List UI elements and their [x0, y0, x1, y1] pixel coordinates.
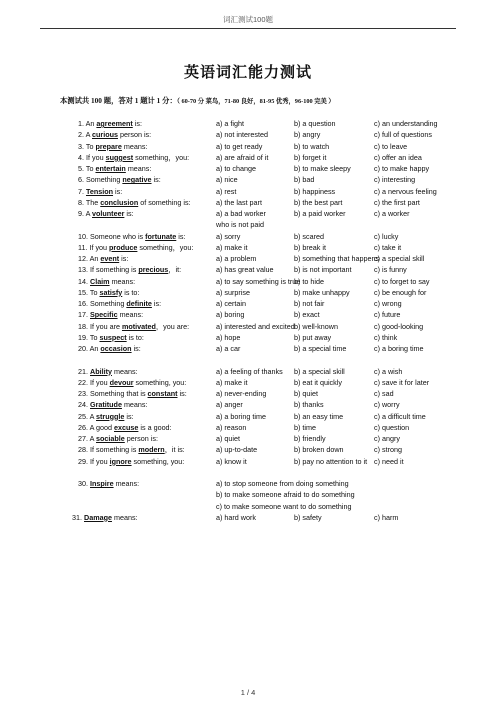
vocabulary-keyword: Specific — [90, 310, 118, 320]
question-text-before: To — [85, 141, 96, 151]
question-row — [0, 163, 496, 174]
instructions-text: 本测试共 100 题，答对 1 题计 1 分： — [60, 96, 177, 105]
option-a: a) to say something is true — [216, 276, 301, 286]
option-b: b) eat it quickly — [294, 377, 342, 387]
vocabulary-keyword: constant — [147, 389, 178, 398]
vocabulary-keyword: excuse — [114, 422, 139, 432]
question-stem — [78, 253, 128, 264]
question-row — [0, 231, 496, 242]
option-a: a) make it — [216, 377, 248, 387]
option-b: b) thanks — [294, 400, 324, 410]
question-stem — [78, 118, 142, 129]
option-b: b) time — [294, 422, 316, 432]
question-text-after: is: — [124, 411, 134, 421]
question-row — [0, 276, 496, 287]
question-text-before: An — [89, 254, 101, 263]
question-row — [0, 253, 496, 264]
question-text-before: If you are — [90, 321, 122, 331]
question-text-after: ，it: — [168, 265, 182, 275]
vocabulary-keyword: negative — [122, 175, 152, 185]
option-a: a) a boring time — [216, 411, 266, 421]
option-b: b) scared — [294, 231, 324, 241]
option-a: a) certain — [216, 299, 246, 308]
question-row — [0, 174, 496, 185]
option-a: a) has great value — [216, 265, 274, 275]
question-row — [0, 208, 496, 219]
question-text-before: A — [89, 411, 97, 421]
document-title: 英语词汇能力测试 — [183, 63, 312, 81]
question-number: 31. — [72, 512, 82, 522]
question-text-after: something, you: — [131, 456, 185, 466]
score-scale-note: （ 60-70 分 菜鸟，71-80 良好，81-95 优秀，96-100 完美 ） — [176, 98, 335, 105]
vocabulary-keyword: modern — [138, 445, 165, 455]
question-stem — [78, 433, 158, 444]
vocabulary-keyword: prepare — [95, 141, 122, 151]
question-text-after: something，you: — [133, 152, 190, 162]
question-stem — [78, 377, 186, 388]
question-stem — [78, 399, 148, 410]
question-stem — [78, 186, 122, 197]
question-text-after: means: — [121, 141, 148, 151]
option-b: b) not fair — [294, 299, 325, 308]
question-text-before: Something that is — [90, 389, 148, 398]
question-number: 24. — [78, 400, 88, 410]
question-text-before: If you — [90, 456, 110, 466]
question-text-after: is: — [151, 175, 161, 185]
question-number: 22. — [78, 377, 88, 387]
question-row — [0, 444, 496, 455]
vocabulary-keyword: Inspire — [90, 479, 114, 488]
option-c: c) to make someone want to do something — [216, 501, 352, 511]
question-number: 10. — [78, 231, 88, 241]
question-number: 13. — [78, 265, 88, 275]
option-c: c) interesting — [374, 175, 416, 185]
question-number: 28. — [78, 445, 88, 455]
question-text-before: A good — [89, 422, 114, 432]
option-b: b) make unhappy — [294, 287, 350, 297]
option-a: a) to change — [216, 164, 256, 173]
option-c: c) take it — [374, 242, 402, 252]
option-c: c) strong — [374, 445, 402, 455]
option-a: a) are afraid of it — [216, 152, 269, 162]
option-c: c) need it — [374, 456, 404, 466]
question-number: 21. — [78, 366, 88, 376]
option-a: a) the last part — [216, 197, 262, 207]
option-a: a) sorry — [216, 231, 241, 241]
question-number: 26. — [78, 422, 88, 432]
option-c: c) a special skill — [374, 254, 425, 263]
option-c: c) to forget to say — [374, 276, 430, 286]
vocabulary-keyword: suspect — [99, 332, 127, 342]
option-c: c) angry — [374, 434, 400, 443]
question-row — [0, 377, 496, 388]
vocabulary-keyword: motivated — [121, 321, 156, 331]
option-b: b) friendly — [294, 434, 326, 443]
question-number: 19. — [78, 332, 88, 342]
option-c: c) a worker — [374, 209, 410, 218]
option-c: c) a difficult time — [374, 411, 426, 421]
option-a: a) hard work — [216, 512, 256, 522]
question-number: 9. — [78, 209, 84, 218]
option-c: c) is funny — [374, 265, 407, 275]
question-stem — [78, 298, 161, 309]
question-stem — [72, 512, 138, 523]
question-text-before: An — [89, 344, 101, 353]
option-c: c) to make happy — [374, 164, 430, 173]
question-number: 5. — [78, 164, 84, 173]
question-stem — [78, 456, 184, 467]
question-text-before: If something is — [90, 265, 139, 275]
question-number: 3. — [78, 141, 84, 151]
option-a: a) to get ready — [216, 141, 263, 151]
vocabulary-keyword: agreement — [96, 119, 133, 128]
question-row — [0, 422, 496, 433]
question-text-before: Something — [90, 299, 127, 308]
option-c: c) a wish — [374, 366, 403, 376]
question-text-after: means: — [125, 164, 152, 173]
question-row — [0, 186, 496, 197]
option-b: b) a paid worker — [294, 209, 346, 218]
question-text-after: is a good: — [138, 422, 172, 432]
question-row — [0, 343, 496, 354]
question-stem — [78, 366, 138, 377]
option-c: c) wrong — [374, 299, 402, 308]
option-b: b) happiness — [294, 186, 336, 196]
question-text-after: is to: — [122, 287, 140, 297]
question-stem — [78, 231, 185, 242]
question-text-before: Someone who is — [90, 231, 146, 241]
option-c: c) harm — [374, 512, 399, 522]
question-text-after: is: — [151, 299, 162, 308]
header-divider — [40, 28, 456, 29]
question-text-after: is: — [124, 209, 134, 218]
question-text-before: An — [85, 119, 97, 128]
option-c: c) a boring time — [374, 344, 424, 353]
option-a: a) anger — [216, 400, 243, 410]
question-text-before: Something — [86, 175, 123, 185]
option-c: c) the first part — [374, 197, 420, 207]
option-a: a) know it — [216, 456, 247, 466]
question-row — [0, 118, 496, 129]
option-a: a) quiet — [216, 434, 240, 443]
question-stem — [78, 163, 151, 174]
option-c: c) be enough for — [374, 287, 427, 297]
question-text-after: of something is: — [138, 197, 191, 207]
option-b: b) to make someone afraid to do something — [216, 490, 355, 500]
question-text-before: To — [85, 164, 96, 173]
question-number: 12. — [78, 254, 88, 263]
vocabulary-keyword: curious — [92, 130, 118, 140]
question-stem — [78, 152, 189, 163]
option-c: c) offer an idea — [374, 152, 422, 162]
option-a: a) a feeling of thanks — [216, 366, 283, 376]
question-row — [0, 411, 496, 422]
option-b: b) to hide — [294, 276, 324, 286]
question-row — [0, 152, 496, 163]
question-stem — [78, 444, 185, 455]
question-stem — [78, 309, 143, 320]
option-a: a) a fight — [216, 119, 244, 128]
question-number: 6. — [78, 175, 84, 185]
option-c: c) future — [374, 310, 401, 320]
question-stem — [78, 129, 151, 140]
option-a: a) up-to-date — [216, 445, 258, 455]
question-number: 8. — [78, 197, 84, 207]
question-text-after: means: — [121, 400, 148, 410]
option-b: b) an easy time — [294, 411, 344, 421]
vocabulary-keyword: conclusion — [100, 197, 139, 207]
vocabulary-keyword: precious — [138, 265, 169, 275]
page-header — [0, 0, 496, 30]
question-stem — [78, 174, 161, 185]
question-row — [0, 478, 496, 511]
option-a: a) make it — [216, 242, 248, 252]
question-text-after: means: — [109, 276, 136, 286]
option-c: c) worry — [374, 400, 400, 410]
question-stem — [78, 208, 134, 219]
option-a: a) reason — [216, 422, 247, 432]
option-b: b) a special time — [294, 344, 347, 353]
question-row — [0, 321, 496, 332]
question-number: 4. — [78, 152, 84, 162]
option-b: b) broken down — [294, 445, 344, 455]
question-number: 25. — [78, 411, 88, 421]
question-text-after: is: — [113, 186, 123, 196]
question-text-after: person is: — [117, 130, 152, 140]
question-number: 30. — [78, 479, 88, 488]
question-stem — [78, 264, 181, 275]
question-number: 20. — [78, 344, 88, 353]
question-number: 17. — [78, 310, 88, 320]
question-text-before: The — [85, 197, 101, 207]
vocabulary-keyword: produce — [109, 242, 138, 252]
test-instructions — [60, 96, 335, 106]
running-header-title: 词汇测试100题 — [222, 15, 273, 24]
option-b: b) a question — [294, 119, 336, 128]
question-stem — [78, 141, 147, 152]
question-stem — [78, 276, 135, 287]
vocabulary-keyword: Damage — [84, 512, 112, 522]
vocabulary-keyword: ignore — [109, 456, 132, 466]
question-text-after: something，you: — [137, 242, 194, 252]
vocabulary-keyword: occasion — [100, 344, 132, 353]
question-number: 18. — [78, 321, 88, 331]
question-text-after: person is: — [124, 434, 158, 443]
question-number: 1. — [78, 119, 84, 128]
option-a: a) hope — [216, 332, 241, 342]
option-a: a) boring — [216, 310, 245, 320]
option-a: a) surprise — [216, 287, 250, 297]
option-c: c) an understanding — [374, 119, 438, 128]
question-text-after: means: — [113, 479, 140, 488]
question-row — [0, 388, 496, 399]
option-a: a) never-ending — [216, 389, 267, 398]
option-c: c) question — [374, 422, 410, 432]
vocabulary-keyword: volunteer — [92, 209, 125, 218]
question-text-after: means: — [111, 366, 138, 376]
vocabulary-keyword: suggest — [105, 152, 134, 162]
question-text-before: If something is — [90, 445, 139, 455]
option-c: c) save it for later — [374, 377, 430, 387]
question-stem — [78, 242, 193, 253]
vocabulary-keyword: Gratitude — [90, 400, 122, 410]
option-b: b) angry — [294, 130, 321, 140]
question-text-before: A — [85, 130, 93, 140]
question-text-after: means: — [117, 310, 144, 320]
option-b: b) a special skill — [294, 366, 345, 376]
option-c: c) think — [374, 332, 398, 342]
question-row — [0, 366, 496, 377]
option-b: b) exact — [294, 310, 320, 320]
vocabulary-keyword: struggle — [96, 411, 125, 421]
option-b: b) safety — [294, 512, 322, 522]
question-stem — [78, 343, 141, 354]
question-row — [0, 512, 496, 523]
option-c-continued: who is not paid — [216, 220, 264, 230]
option-b: b) forget it — [294, 152, 327, 162]
question-number: 27. — [78, 434, 88, 443]
option-b: b) something that happens — [294, 254, 380, 263]
question-stem — [78, 197, 191, 208]
question-row — [0, 141, 496, 152]
vocabulary-keyword: Claim — [90, 276, 110, 286]
vocabulary-keyword: Tension — [86, 186, 114, 196]
question-row — [0, 242, 496, 253]
option-a: a) interested and excited — [216, 321, 295, 331]
option-a: a) not interested — [216, 130, 268, 140]
question-text-before: If you — [86, 152, 106, 162]
question-stem — [78, 478, 139, 489]
question-number: 15. — [78, 287, 88, 297]
option-c: c) sad — [374, 389, 394, 398]
vocabulary-keyword: devour — [109, 377, 134, 387]
option-b: b) pay no attention to it — [294, 456, 368, 466]
question-number: 2. — [78, 130, 84, 140]
option-b: b) the best part — [294, 197, 343, 207]
question-stem — [78, 388, 187, 399]
option-c: c) good-looking — [374, 321, 424, 331]
question-stem — [78, 411, 134, 422]
option-a: a) a problem — [216, 254, 257, 263]
page-number: 1 / 4 — [240, 688, 256, 697]
question-row — [0, 298, 496, 309]
question-row — [0, 197, 496, 208]
question-row — [0, 332, 496, 343]
option-c: c) lucky — [374, 231, 399, 241]
question-text-after: is: — [176, 231, 186, 241]
option-b: b) bad — [294, 175, 315, 185]
option-a: a) a car — [216, 344, 241, 353]
question-number: 23. — [78, 389, 88, 398]
option-b: b) quiet — [294, 389, 318, 398]
vocabulary-keyword: entertain — [95, 164, 126, 173]
question-number: 29. — [78, 456, 88, 466]
question-text-after: is: — [131, 344, 141, 353]
question-text-before: To — [89, 332, 100, 342]
question-text-after: means: — [111, 512, 138, 522]
vocabulary-keyword: satisfy — [99, 287, 123, 297]
question-row — [0, 264, 496, 275]
option-c: c) a nervous feeling — [374, 186, 437, 196]
option-b: b) well-known — [294, 321, 338, 331]
question-stem — [78, 321, 189, 332]
option-c: c) full of questions — [374, 130, 432, 140]
question-row — [0, 399, 496, 410]
question-text-before: If you — [89, 242, 110, 252]
question-number: 7. — [78, 186, 84, 196]
question-stem — [78, 422, 172, 433]
question-text-before: A — [85, 209, 93, 218]
option-a: a) to stop someone from doing something — [216, 479, 349, 488]
question-stem — [78, 287, 139, 298]
option-b: b) put away — [294, 332, 332, 342]
question-row — [0, 309, 496, 320]
question-stem — [78, 332, 144, 343]
option-b: b) is not important — [294, 265, 352, 275]
question-text-before: A — [89, 434, 97, 443]
question-text-after: is: — [119, 254, 129, 263]
option-a: a) nice — [216, 175, 238, 185]
question-row — [0, 287, 496, 298]
option-b: b) to make sleepy — [294, 164, 351, 173]
vocabulary-keyword: sociable — [96, 434, 125, 443]
question-text-after: is: — [132, 119, 142, 128]
question-text-before: If you — [90, 377, 110, 387]
question-text-after: is: — [177, 389, 187, 398]
question-text-after: ，you are: — [155, 321, 190, 331]
vocabulary-keyword: Ability — [90, 366, 112, 376]
question-text-after: ，it is: — [164, 445, 185, 455]
option-b: b) break it — [294, 242, 326, 252]
option-a: a) a bad worker — [216, 209, 266, 218]
question-number: 11. — [78, 242, 88, 252]
vocabulary-keyword: fortunate — [145, 231, 177, 241]
question-row — [0, 456, 496, 467]
option-a: a) rest — [216, 186, 237, 196]
vocabulary-keyword: definite — [126, 299, 152, 308]
question-text-after: something, you: — [133, 377, 187, 387]
vocabulary-keyword: event — [100, 254, 120, 263]
question-row — [0, 129, 496, 140]
option-continuation — [0, 219, 496, 230]
question-row — [0, 433, 496, 444]
question-number: 16. — [78, 299, 88, 308]
option-b: b) to watch — [294, 141, 330, 151]
question-number: 14. — [78, 276, 88, 286]
question-text-before: To — [89, 287, 100, 297]
option-c: c) to leave — [374, 141, 408, 151]
question-text-after: is to: — [126, 332, 144, 342]
